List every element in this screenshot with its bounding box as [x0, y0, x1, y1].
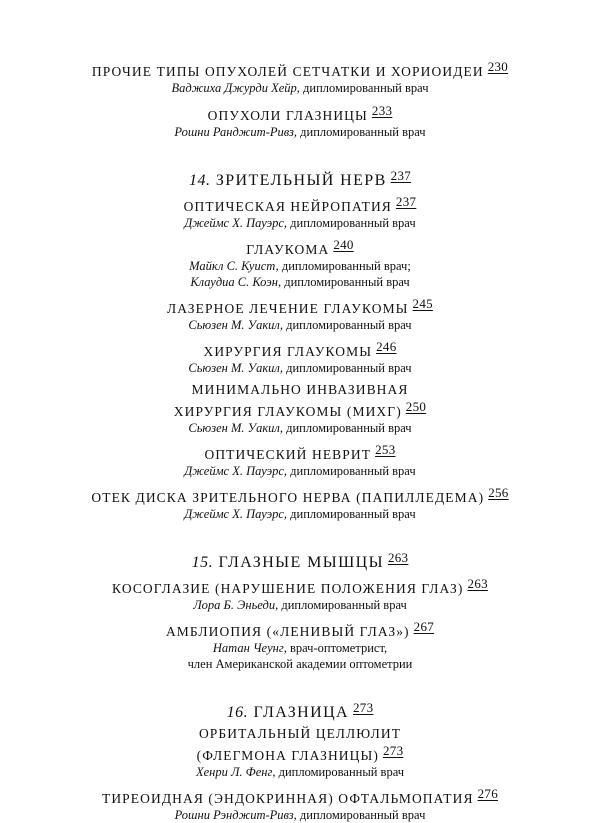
chapter-heading: [0, 166, 600, 191]
entry-author: [0, 317, 600, 333]
toc-entry: [0, 575, 600, 613]
author-credential: дипломированный врач: [278, 765, 405, 779]
entry-author: [0, 506, 600, 522]
entry-title: ОПУХОЛИ ГЛАЗНИЦЫ: [207, 108, 368, 123]
entry-title: ЛАЗЕРНОЕ ЛЕЧЕНИЕ ГЛАУКОМЫ: [167, 301, 409, 316]
page-number[interactable]: 230: [487, 59, 509, 74]
author-name: Натан Чеунг,: [212, 641, 287, 655]
toc-entry: [0, 338, 600, 376]
author-name: Ваджиха Джурди Хейр,: [171, 81, 300, 95]
page-number[interactable]: 246: [376, 339, 397, 354]
entry-title: ОПТИЧЕСКАЯ НЕЙРОПАТИЯ: [183, 199, 392, 214]
entry-author: [0, 807, 600, 823]
toc-entry: [0, 441, 600, 479]
toc-entry: [0, 381, 600, 436]
entry-author: [0, 420, 600, 436]
entry-title: ХИРУРГИЯ ГЛАУКОМЫ (МИХГ): [173, 404, 402, 419]
author-name: Джеймс Х. Пауэрс,: [184, 216, 288, 230]
chapter-number: 14.: [188, 172, 211, 189]
entry-author: [0, 258, 600, 274]
author-credential: дипломированный врач: [299, 808, 426, 822]
toc-entry: [0, 484, 600, 522]
entry-title: ТИРЕОИДНАЯ (ЭНДОКРИННАЯ) ОФТАЛЬМОПАТИЯ: [101, 791, 474, 806]
page-number[interactable]: 273: [353, 700, 374, 715]
page-number[interactable]: 253: [375, 442, 396, 457]
author-name: Лора Б. Эньеди,: [193, 598, 279, 612]
page-number[interactable]: 237: [390, 168, 412, 183]
toc-entry: [0, 295, 600, 333]
author-name: Хенри Л. Фенг,: [195, 765, 276, 779]
page-number[interactable]: 233: [371, 103, 393, 118]
author-name: Рошни Рэнджит-Ривз,: [174, 808, 297, 822]
author-credential: дипломированный врач: [303, 81, 429, 95]
page-number[interactable]: 237: [395, 194, 417, 209]
entry-author: [0, 597, 600, 613]
page-number[interactable]: 276: [477, 786, 499, 801]
author-name: Сьюзен М. Уакил,: [188, 421, 283, 435]
toc-entry: [0, 236, 600, 290]
toc-entry: [0, 725, 600, 780]
entry-title: КОСОГЛАЗИЕ (НАРУШЕНИЕ ПОЛОЖЕНИЯ ГЛАЗ): [112, 581, 464, 596]
entry-author: [0, 124, 600, 140]
author-name: Майкл С. Куист,: [189, 259, 279, 273]
author-credential: дипломированный врач: [286, 318, 412, 332]
toc-entry: [0, 785, 600, 823]
chapter-heading: [0, 698, 600, 723]
author-name: Джеймс Х. Пауэрс,: [184, 464, 288, 478]
entry-author: [0, 274, 600, 290]
entry-title-line: МИНИМАЛЬНО ИНВАЗИВНАЯ: [191, 382, 409, 397]
entry-title-line: ОРБИТАЛЬНЫЙ ЦЕЛЛЮЛИТ: [198, 726, 402, 741]
chapter-title: ЗРИТЕЛЬНЫЙ НЕРВ: [215, 172, 387, 189]
entry-author: [0, 764, 600, 780]
chapter-title: ГЛАЗНИЦА: [253, 704, 349, 721]
author-credential: дипломированный врач: [290, 464, 416, 478]
entry-author: [0, 215, 600, 231]
entry-author: [0, 360, 600, 376]
author-credential: дипломированный врач: [300, 125, 426, 139]
author-credential: дипломированный врач: [286, 421, 412, 435]
entry-author: [0, 656, 600, 672]
page-number[interactable]: 250: [405, 399, 427, 414]
entry-title: ПРОЧИЕ ТИПЫ ОПУХОЛЕЙ СЕТЧАТКИ И ХОРИОИДЕИ: [91, 64, 484, 79]
toc-entry: [0, 102, 600, 140]
chapter-heading: [0, 548, 600, 573]
chapter-number: 16.: [226, 704, 249, 721]
entry-title: ОПТИЧЕСКИЙ НЕВРИТ: [204, 447, 372, 462]
toc-entry: [0, 618, 600, 672]
author-name: Рошни Ранджит-Ривз,: [174, 125, 298, 139]
author-name: Джеймс Х. Пауэрс,: [184, 507, 288, 521]
entry-title: (ФЛЕГМОНА ГЛАЗНИЦЫ): [196, 748, 379, 763]
chapter-title: ГЛАЗНЫЕ МЫШЦЫ: [218, 554, 384, 571]
entry-author: [0, 80, 600, 96]
author-name: Клаудиа С. Коэн,: [190, 275, 282, 289]
page-number[interactable]: 273: [382, 743, 404, 758]
chapter-number: 15.: [191, 554, 214, 571]
entry-title: ХИРУРГИЯ ГЛАУКОМЫ: [203, 344, 373, 359]
toc-page: [0, 58, 600, 823]
author-credential: дипломированный врач: [284, 275, 410, 289]
entry-author: [0, 640, 600, 656]
author-credential: врач-оптометрист,: [289, 641, 388, 655]
author-credential: дипломированный врач: [281, 598, 407, 612]
toc-entry: [0, 58, 600, 96]
entry-title: ОТЕК ДИСКА ЗРИТЕЛЬНОГО НЕРВА (ПАПИЛЛЕДЕМА): [91, 490, 485, 505]
page-number[interactable]: 263: [387, 550, 409, 565]
author-name: Сьюзен М. Уакил,: [188, 318, 283, 332]
author-credential: дипломированный врач: [290, 216, 416, 230]
author-credential: дипломированный врач: [286, 361, 412, 375]
author-credential: член Американской академии оптометрии: [187, 657, 413, 671]
page-number[interactable]: 263: [467, 576, 488, 591]
page-number[interactable]: 245: [412, 296, 433, 311]
author-credential: дипломированный врач;: [281, 259, 411, 273]
author-name: Сьюзен М. Уакил,: [188, 361, 283, 375]
toc-entry: [0, 193, 600, 231]
page-number[interactable]: 240: [333, 237, 354, 252]
entry-title: ГЛАУКОМА: [246, 242, 330, 257]
entry-title: АМБЛИОПИЯ («ЛЕНИВЫЙ ГЛАЗ»): [165, 624, 410, 639]
page-number[interactable]: 256: [488, 485, 509, 500]
page-number[interactable]: 267: [413, 619, 435, 634]
entry-author: [0, 463, 600, 479]
author-credential: дипломированный врач: [290, 507, 416, 521]
